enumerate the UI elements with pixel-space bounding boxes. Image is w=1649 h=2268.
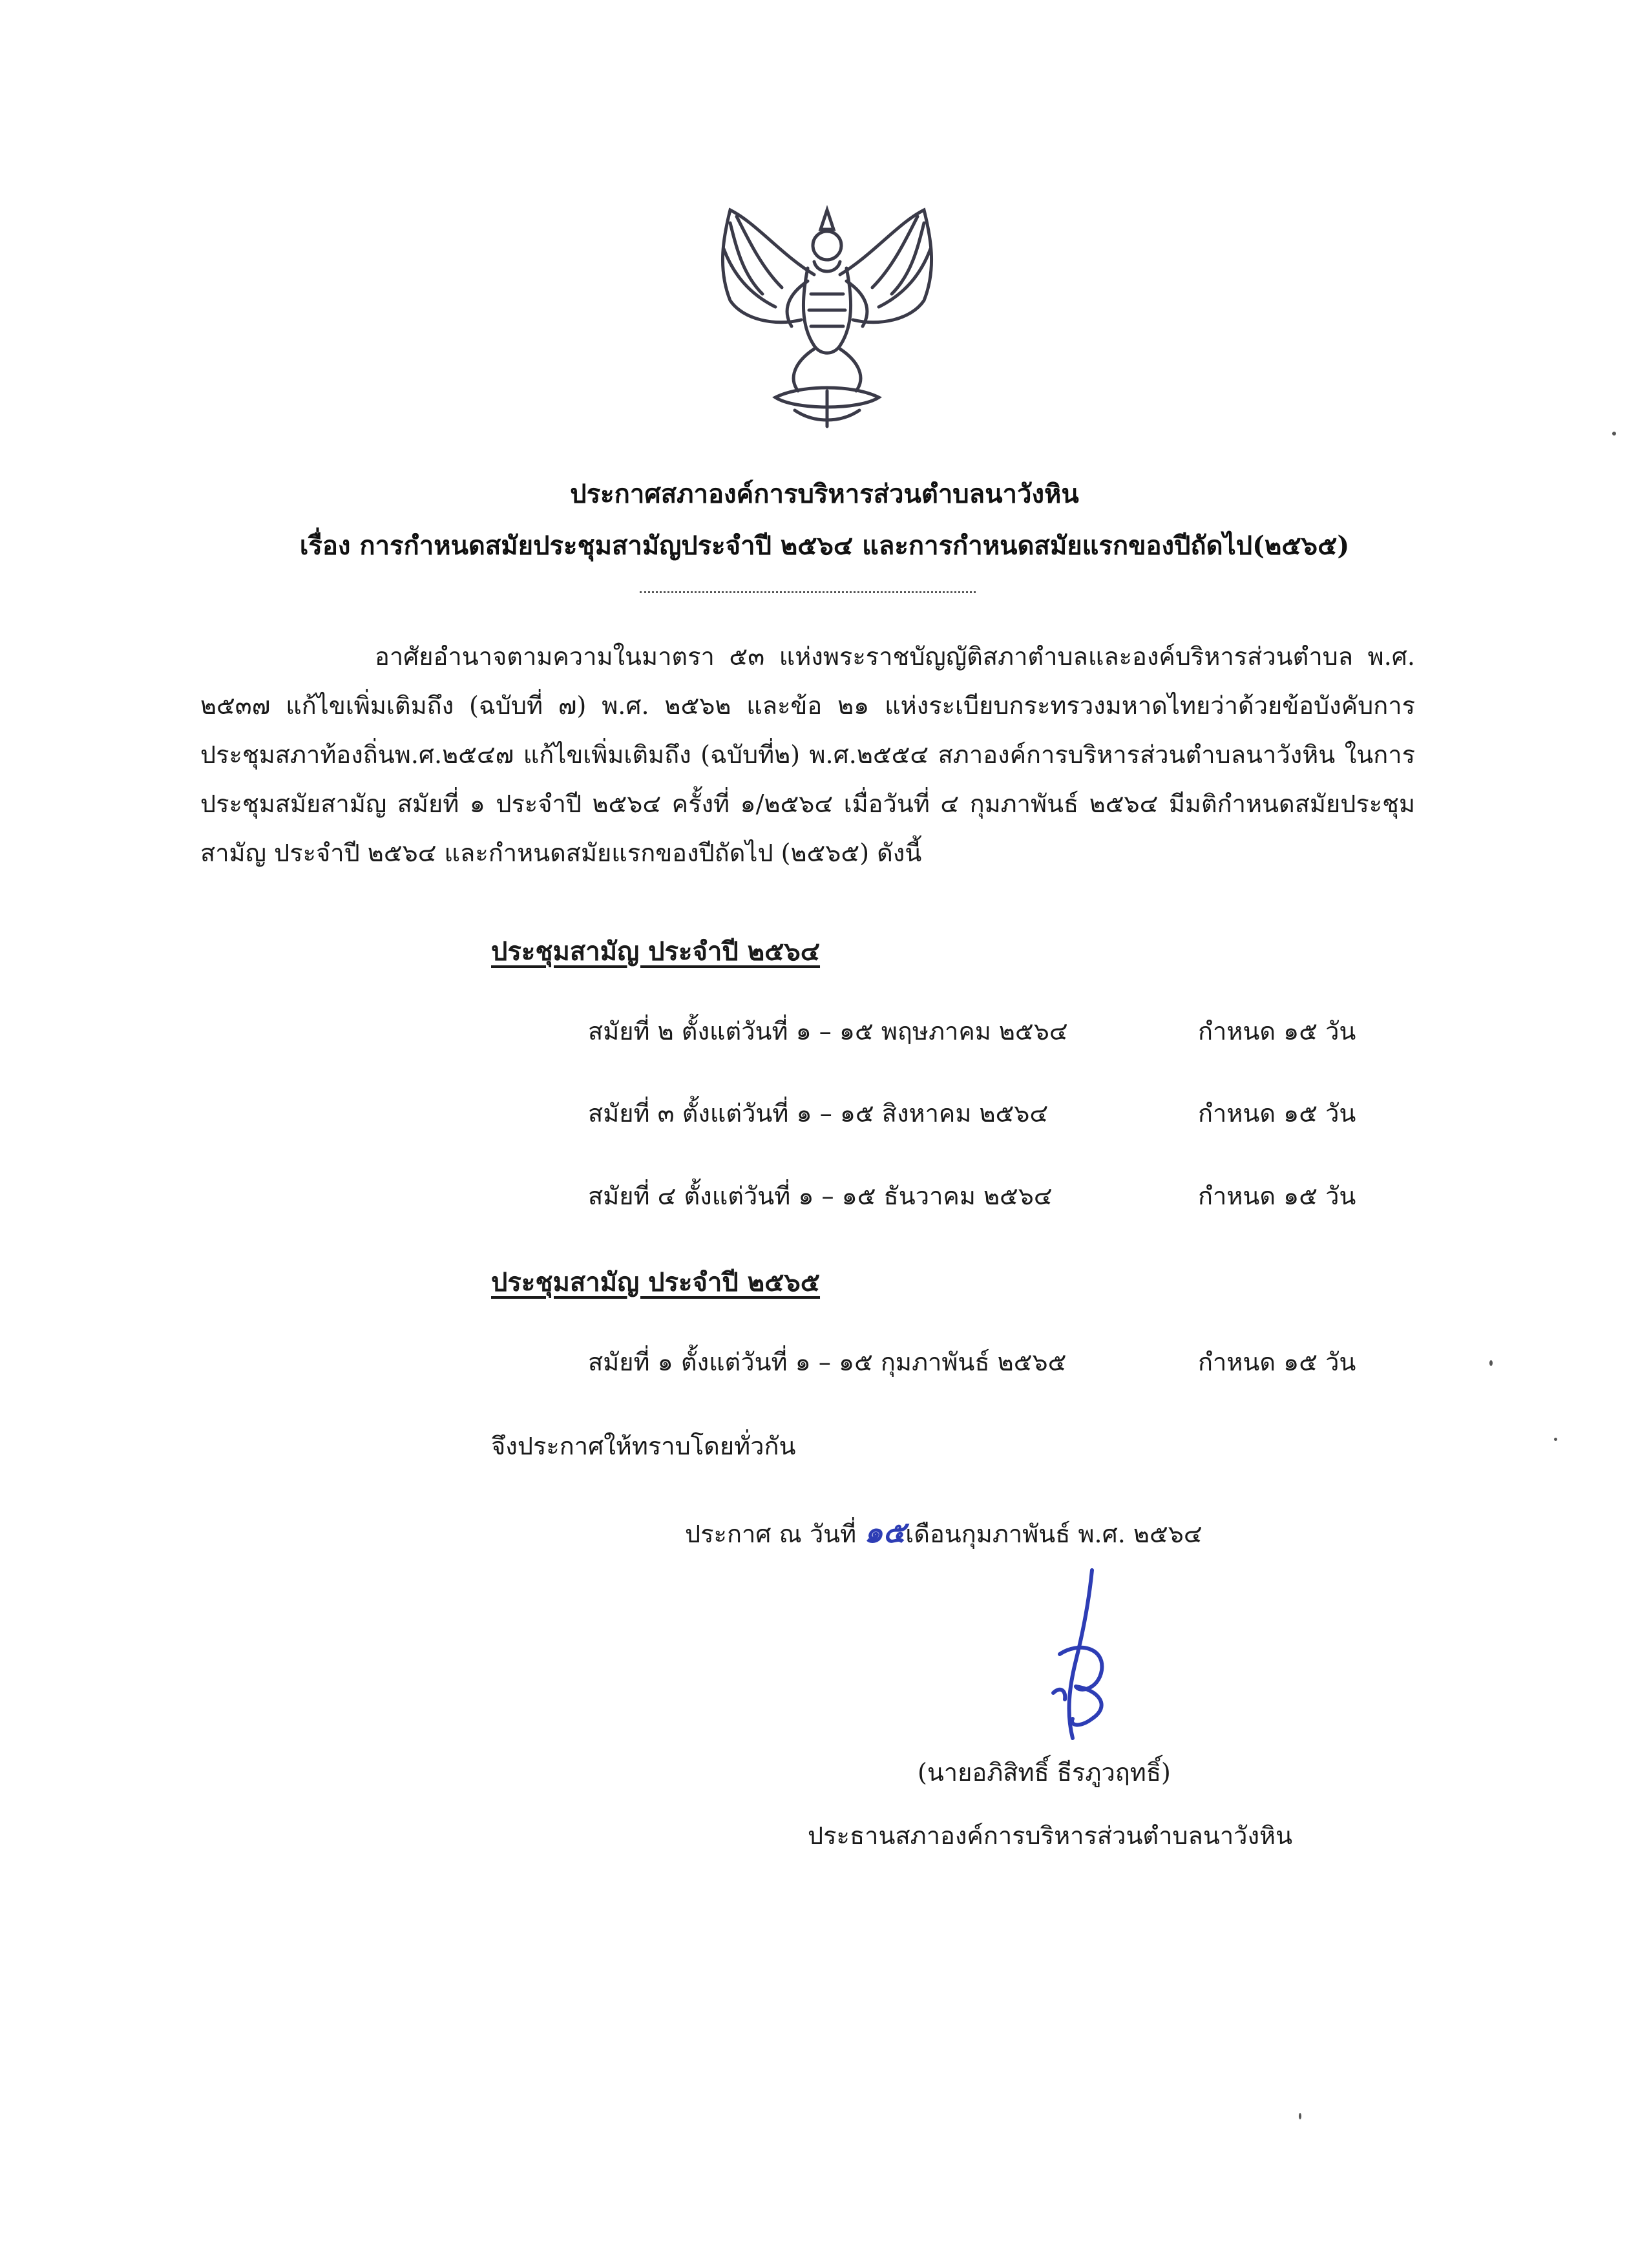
announcement-date [685, 1509, 1203, 1556]
scan-speck [1612, 432, 1616, 436]
session-dates: สมัยที่ ๔ ตั้งแต่วันที่ ๑ – ๑๕ ธันวาคม ๒๕๖๔ [588, 1182, 1053, 1210]
signer-name: (นายอภิสิทธิ์ ธีรภูวฤทธิ์) [918, 1758, 1171, 1787]
scan-speck [1299, 2113, 1301, 2119]
signer-position: ประธานสภาองค์การบริหารส่วนตำบลนาวังหิน [808, 1822, 1293, 1850]
garuda-emblem-icon [685, 197, 969, 430]
body-paragraph [200, 632, 1415, 877]
session-duration: กำหนด ๑๕ วัน [1198, 1099, 1356, 1128]
scan-speck [1554, 1438, 1557, 1441]
announcement-title: ประกาศสภาองค์การบริหารส่วนตำบลนาวังหิน [570, 479, 1079, 509]
session-duration: กำหนด ๑๕ วัน [1198, 1182, 1356, 1210]
date-prefix: ประกาศ ณ วันที่ [685, 1520, 857, 1548]
session-duration: กำหนด ๑๕ วัน [1198, 1017, 1356, 1045]
body-paragraph-text: อาศัยอำนาจตามความในมาตรา ๕๓ แห่งพระราชบัญญัติสภาตำบลและองค์บริหารส่วนตำบล พ.ศ. ๒๕๓๗ แก้ไขเพิ่มเติมถึง (ฉบับที่ ๗) พ.ศ. ๒๕๖๒ และข้อ ๒๑ แห่งระเบียบกระทรวงมหาดไทยว่าด้วยข้อบังคับการ ประชุมสภาท้องถิ่นพ.ศ.๒๕๔๗ แก้ไขเพิ่มเติมถึง (ฉบับที่๒) พ.ศ.๒๕๕๔ สภาองค์การบริหารส่วนตำบลนาวังหิน ในการประชุมสมัยสามัญ สมัยที่ ๑ ประจำปี ๒๕๖๔ ครั้งที่ ๑/๒๕๖๔ เมื่อวันที่ ๔ กุมภาพันธ์ ๒๕๖๔ มีมติกำหนดสมัยประชุมสามัญ ประจำปี ๒๕๖๔ และกำหนดสมัยแรกของปีถัดไป (๒๕๖๕) ดังนี้ [200, 642, 1415, 867]
closing-statement: จึงประกาศให้ทราบโดยทั่วกัน [491, 1432, 796, 1460]
announcement-subject: เรื่อง การกำหนดสมัยประชุมสามัญประจำปี ๒๕๖๔ และการกำหนดสมัยแรกของปีถัดไป(๒๕๖๕) [299, 530, 1350, 561]
handwritten-day: ๑๕ [864, 1515, 906, 1549]
session-dates: สมัยที่ ๑ ตั้งแต่วันที่ ๑ – ๑๕ กุมภาพันธ์ ๒๕๖๕ [588, 1348, 1067, 1376]
section-heading-2564: ประชุมสามัญ ประจำปี ๒๕๖๔ [491, 936, 821, 967]
date-suffix: เดือนกุมภาพันธ์ พ.ศ. ๒๕๖๔ [905, 1520, 1203, 1548]
session-dates: สมัยที่ ๒ ตั้งแต่วันที่ ๑ – ๑๕ พฤษภาคม ๒๕๖๔ [588, 1017, 1068, 1045]
dotted-separator [640, 591, 976, 593]
section-heading-2565: ประชุมสามัญ ประจำปี ๒๕๖๕ [491, 1267, 821, 1297]
scan-speck [1489, 1360, 1493, 1366]
handwritten-signature [1014, 1564, 1144, 1758]
session-dates: สมัยที่ ๓ ตั้งแต่วันที่ ๑ – ๑๕ สิงหาคม ๒๕๖๔ [588, 1099, 1049, 1128]
session-duration: กำหนด ๑๕ วัน [1198, 1348, 1356, 1376]
